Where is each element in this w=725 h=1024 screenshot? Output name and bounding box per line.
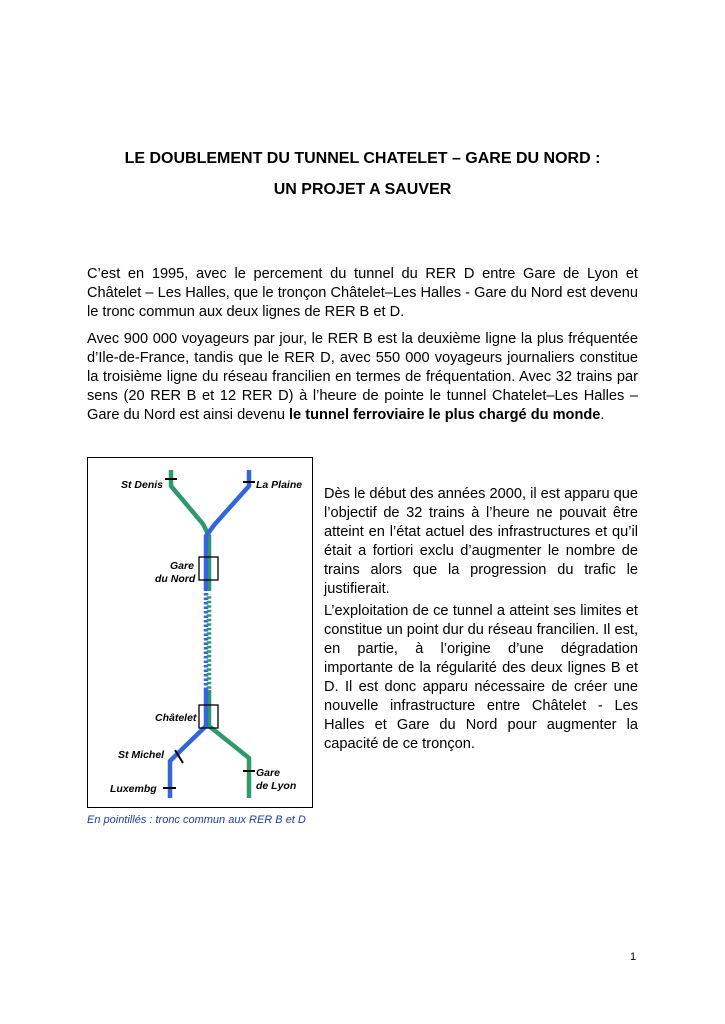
intro-paragraph-2-bold: le tunnel ferroviaire le plus chargé du monde <box>289 407 601 423</box>
station-label-gare-de-lyon-2: de Lyon <box>256 780 297 792</box>
rer-line-map <box>87 457 313 808</box>
station-label-gare-du-nord-2: du Nord <box>155 573 196 585</box>
rer-b-south-branch <box>170 690 206 798</box>
intro-paragraph-2-end: . <box>600 407 605 423</box>
rer-map-svg <box>88 458 314 809</box>
side-paragraph-2: L’exploitation de ce tunnel a atteint ses limites et constitue un point dur du réseau francilien. Il est, en partie, à l’origine d’une dégradation importante de la régularité des deux lignes B et D. Il est donc apparu nécessaire de créer une nouvelle infrastructure entre Châtelet - Les Halles et Gare du Nord pour augmenter la capacité de ce tronçon. <box>324 603 638 752</box>
rer-d-south-branch <box>209 690 249 798</box>
document-title-line-1: LE DOUBLEMENT DU TUNNEL CHATELET – GARE DU NORD : <box>124 150 601 167</box>
side-paragraph-1: Dès le début des années 2000, il est apparu que l’objectif de 32 trains à l’heure ne pouvait être atteint en l’état actuel des infrastructures et qu’il était a fortiori exclu d’augmenter le nombre de trains alors que la progression du trafic le justifierait. <box>324 486 638 597</box>
map-caption: En pointillés : tronc commun aux RER B et D <box>87 814 306 826</box>
intro-paragraph-2 <box>87 330 638 425</box>
station-label-la-plaine: La Plaine <box>256 479 303 491</box>
station-label-gare-de-lyon-1: Gare <box>256 767 280 779</box>
rer-b-north-branch <box>206 470 249 591</box>
station-label-gare-du-nord-1: Gare <box>170 560 194 572</box>
station-label-st-michel: St Michel <box>118 749 165 761</box>
document-title-line-2: UN PROJET A SAUVER <box>273 181 452 198</box>
station-label-chatelet: Châtelet <box>155 712 197 724</box>
station-label-luxembg: Luxembg <box>110 783 157 795</box>
intro-paragraph-1: C’est en 1995, avec le percement du tunnel du RER D entre Gare de Lyon et Châtelet – Les Halles, que le tronçon Châtelet–Les Halles - Gare du Nord est devenu le tronc commun aux deux lignes de RER B et D. <box>87 266 638 320</box>
page-number: 1 <box>630 951 637 963</box>
station-label-st-denis: St Denis <box>121 479 164 491</box>
intro-paragraph-2-text: Avec 900 000 voyageurs par jour, le RER B est la deuxième ligne la plus fréquentée d’Ile-de-France, tandis que le RER D, avec 550 000 voyageurs journaliers constitue la troisième ligne du réseau francilien en termes de fréquentation. Avec 32 trains par sens (20 RER B et 12 RER D) à l’heure de pointe le tunnel Chatelet–Les Halles – Gare du Nord est ainsi devenu <box>87 331 638 423</box>
